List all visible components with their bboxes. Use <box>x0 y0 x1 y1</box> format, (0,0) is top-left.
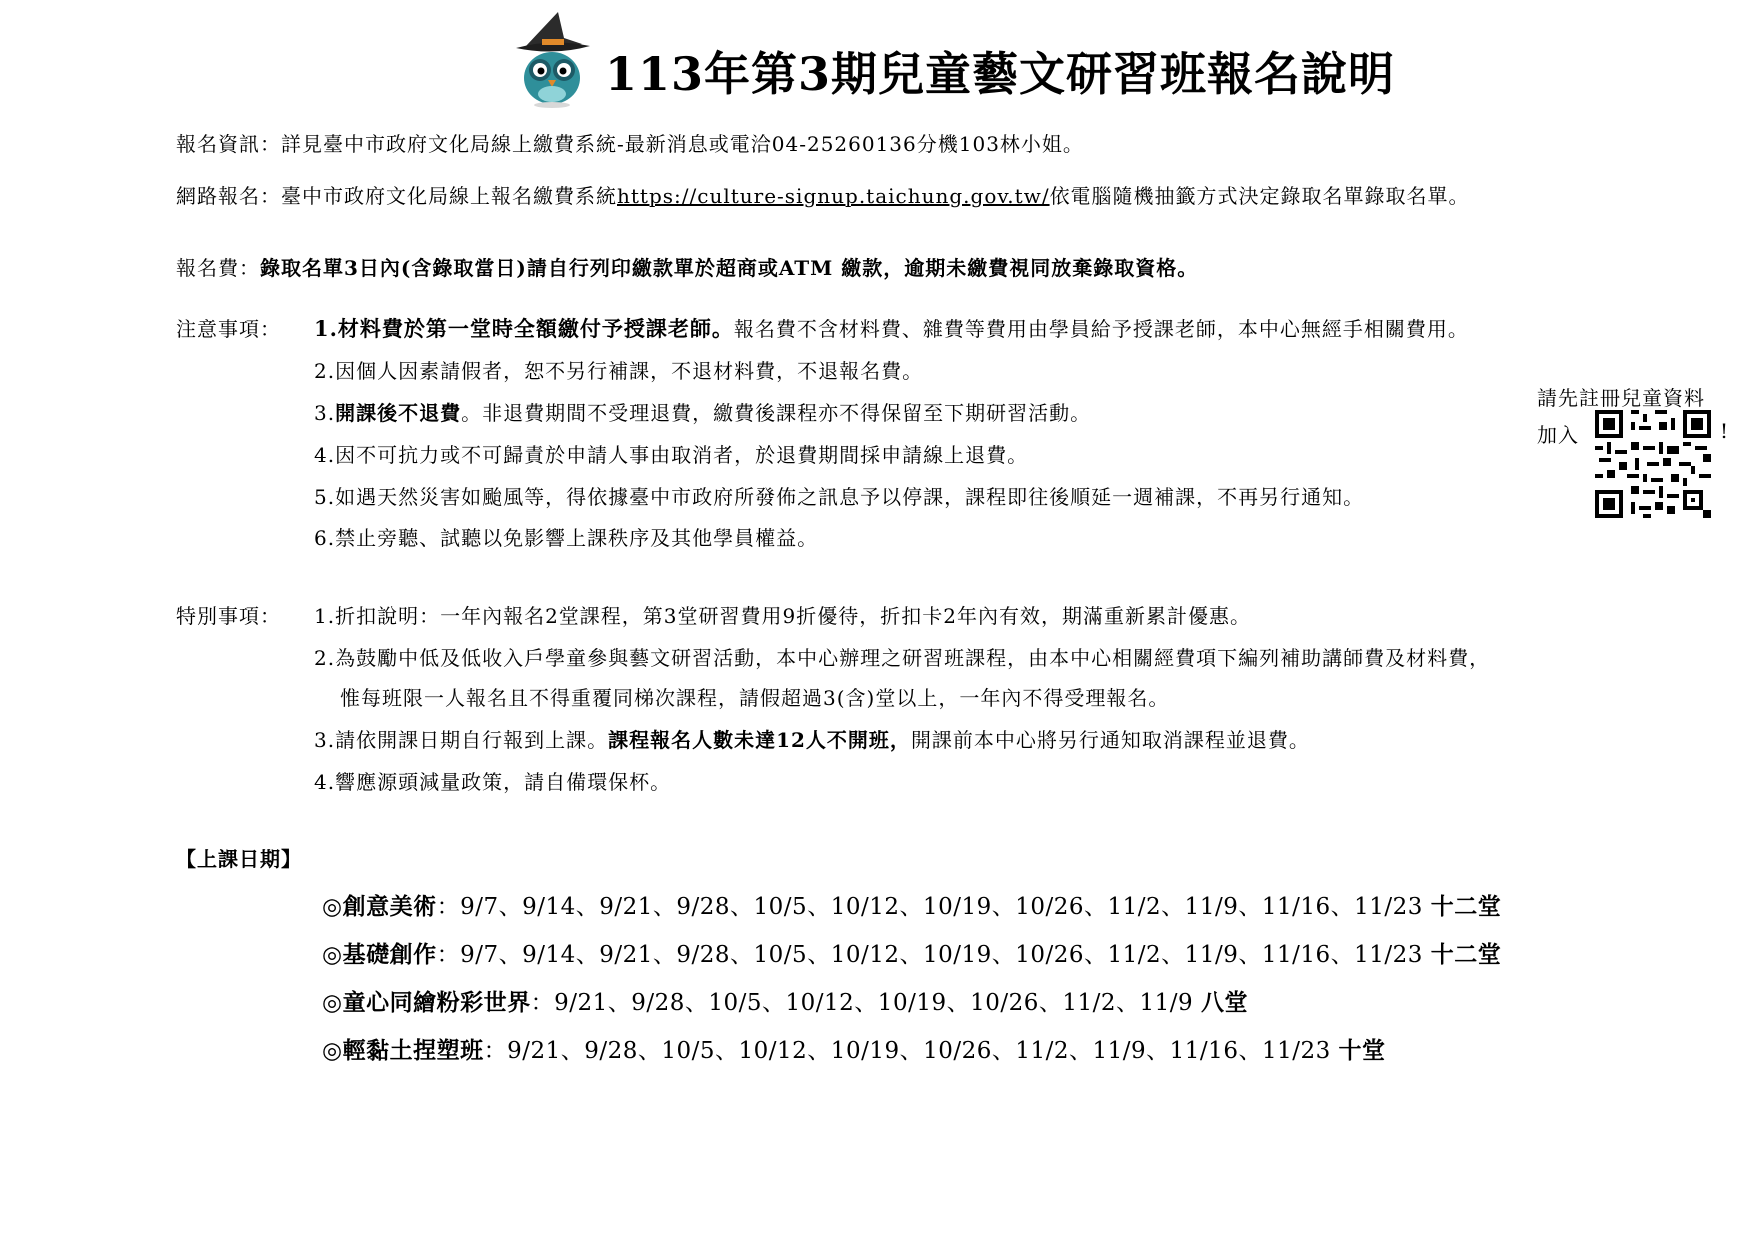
course-count: 十二堂 <box>1430 893 1502 920</box>
page-title: 113年第3期兒童藝文研習班報名說明 <box>605 47 1396 101</box>
special-label: 特別事項： <box>176 604 281 628</box>
course-name: ◎輕黏土捏塑班 <box>322 1037 484 1064</box>
online-label: 網路報名： <box>176 184 281 208</box>
course-dates: ：9/21、9/28、10/5、10/12、10/19、10/26、11/2、11/9、11/16、11/23 <box>483 1038 1331 1064</box>
note-item-3-bold: 開課後不退費 <box>335 401 462 425</box>
course-count: 八堂 <box>1200 989 1248 1016</box>
course-count: 十二堂 <box>1430 941 1502 968</box>
note-item-5: 5.如遇天然災害如颱風等，得依據臺中市政府所發佈之訊息予以停課，課程即往後順延一週補課，不再另行通知。 <box>314 485 1365 509</box>
info-line <box>176 128 1084 157</box>
special-item-2a: 2.為鼓勵中低及低收入戶學童參與藝文研習活動，本中心辦理之研習班課程，由本中心相關經費項下編列補助講師費及材料費， <box>314 646 1491 670</box>
qr-caption-line-2-pre: 加入 <box>1537 423 1579 447</box>
special-item-1: 1.折扣說明：一年內報名2堂課程，第3堂研習費用9折優待，折扣卡2年內有效，期滿重新累計優惠。 <box>314 604 1251 628</box>
note-item-3-rest: 。非退費期間不受理退費，繳費後課程亦不得保留至下期研習活動。 <box>461 401 1092 425</box>
fee-text: 錄取名單3日內(含錄取當日)請自行列印繳款單於超商或ATM 繳款，逾期未繳費視同放棄錄取資格。 <box>260 256 1199 280</box>
note-item-3 <box>314 397 1091 426</box>
signup-url-link[interactable]: https://culture-signup.taichung.gov.tw/ <box>617 184 1050 208</box>
course-dates: ：9/21、9/28、10/5、10/12、10/19、10/26、11/2、11/9 <box>530 990 1194 1016</box>
notes-label: 注意事項： <box>176 317 281 341</box>
note-item-2: 2.因個人因素請假者，恕不另行補課，不退材料費，不退報名費。 <box>314 359 924 383</box>
course-row <box>322 936 1501 969</box>
course-name: ◎創意美術 <box>322 893 437 920</box>
course-dates: ：9/7、9/14、9/21、9/28、10/5、10/12、10/19、10/26、11/2、11/9、11/16、11/23 <box>436 942 1423 968</box>
special-item-2b: 惟每班限一人報名且不得重覆同梯次課程，請假超過3(含)堂以上，一年內不得受理報名。 <box>340 686 1170 710</box>
note-item-4: 4.因不可抗力或不可歸責於申請人事由取消者，於退費期間採申請線上退費。 <box>314 443 1029 467</box>
info-label: 報名資訊： <box>176 132 281 156</box>
course-row <box>322 888 1501 921</box>
online-signup-line <box>176 180 1470 209</box>
fee-line <box>176 252 1198 281</box>
course-row <box>322 1032 1386 1065</box>
course-dates: ：9/7、9/14、9/21、9/28、10/5、10/12、10/19、10/26、11/2、11/9、11/16、11/23 <box>436 894 1423 920</box>
qr-caption-line-2-post: ! <box>1720 419 1730 443</box>
special-item-3 <box>314 724 1310 753</box>
special-item-3-pre: 3.請依開課日期自行報到上課。 <box>314 728 609 752</box>
online-pre-text: 臺中市政府文化局線上報名繳費系統 <box>281 184 617 208</box>
special-item-4: 4.響應源頭減量政策，請自備環保杯。 <box>314 770 672 794</box>
qr-code-icon[interactable] <box>1594 410 1712 518</box>
note-item-1-rest: 報名費不含材料費、雜費等費用由學員給予授課老師，本中心無經手相關費用。 <box>733 317 1469 341</box>
note-item-1-bold: 1.材料費於第一堂時全額繳付予授課老師。 <box>314 316 734 341</box>
schedule-heading: 【上課日期】 <box>176 847 302 871</box>
fee-label: 報名費： <box>176 256 260 280</box>
owl-witch-mascot-icon <box>512 8 594 108</box>
qr-caption-line-1: 請先註冊兒童資料 <box>1537 386 1705 410</box>
online-post-text: 依電腦隨機抽籤方式決定錄取名單錄取名單。 <box>1049 184 1470 208</box>
info-text: 詳見臺中市政府文化局線上繳費系統-最新消息或電洽04-25260136分機103林小姐。 <box>281 132 1084 156</box>
note-item-3-num: 3. <box>314 401 336 425</box>
course-name: ◎童心同繪粉彩世界 <box>322 989 531 1016</box>
course-count: 十堂 <box>1338 1037 1386 1064</box>
note-item-6: 6.禁止旁聽、試聽以免影響上課秩序及其他學員權益。 <box>314 526 819 550</box>
course-name: ◎基礎創作 <box>322 941 437 968</box>
course-row <box>322 984 1248 1017</box>
note-item-1 <box>314 313 1469 343</box>
special-item-3-rest: 開課前本中心將另行通知取消課程並退費。 <box>910 728 1310 752</box>
special-item-3-bold: 課程報名人數未達12人不開班， <box>608 728 911 752</box>
